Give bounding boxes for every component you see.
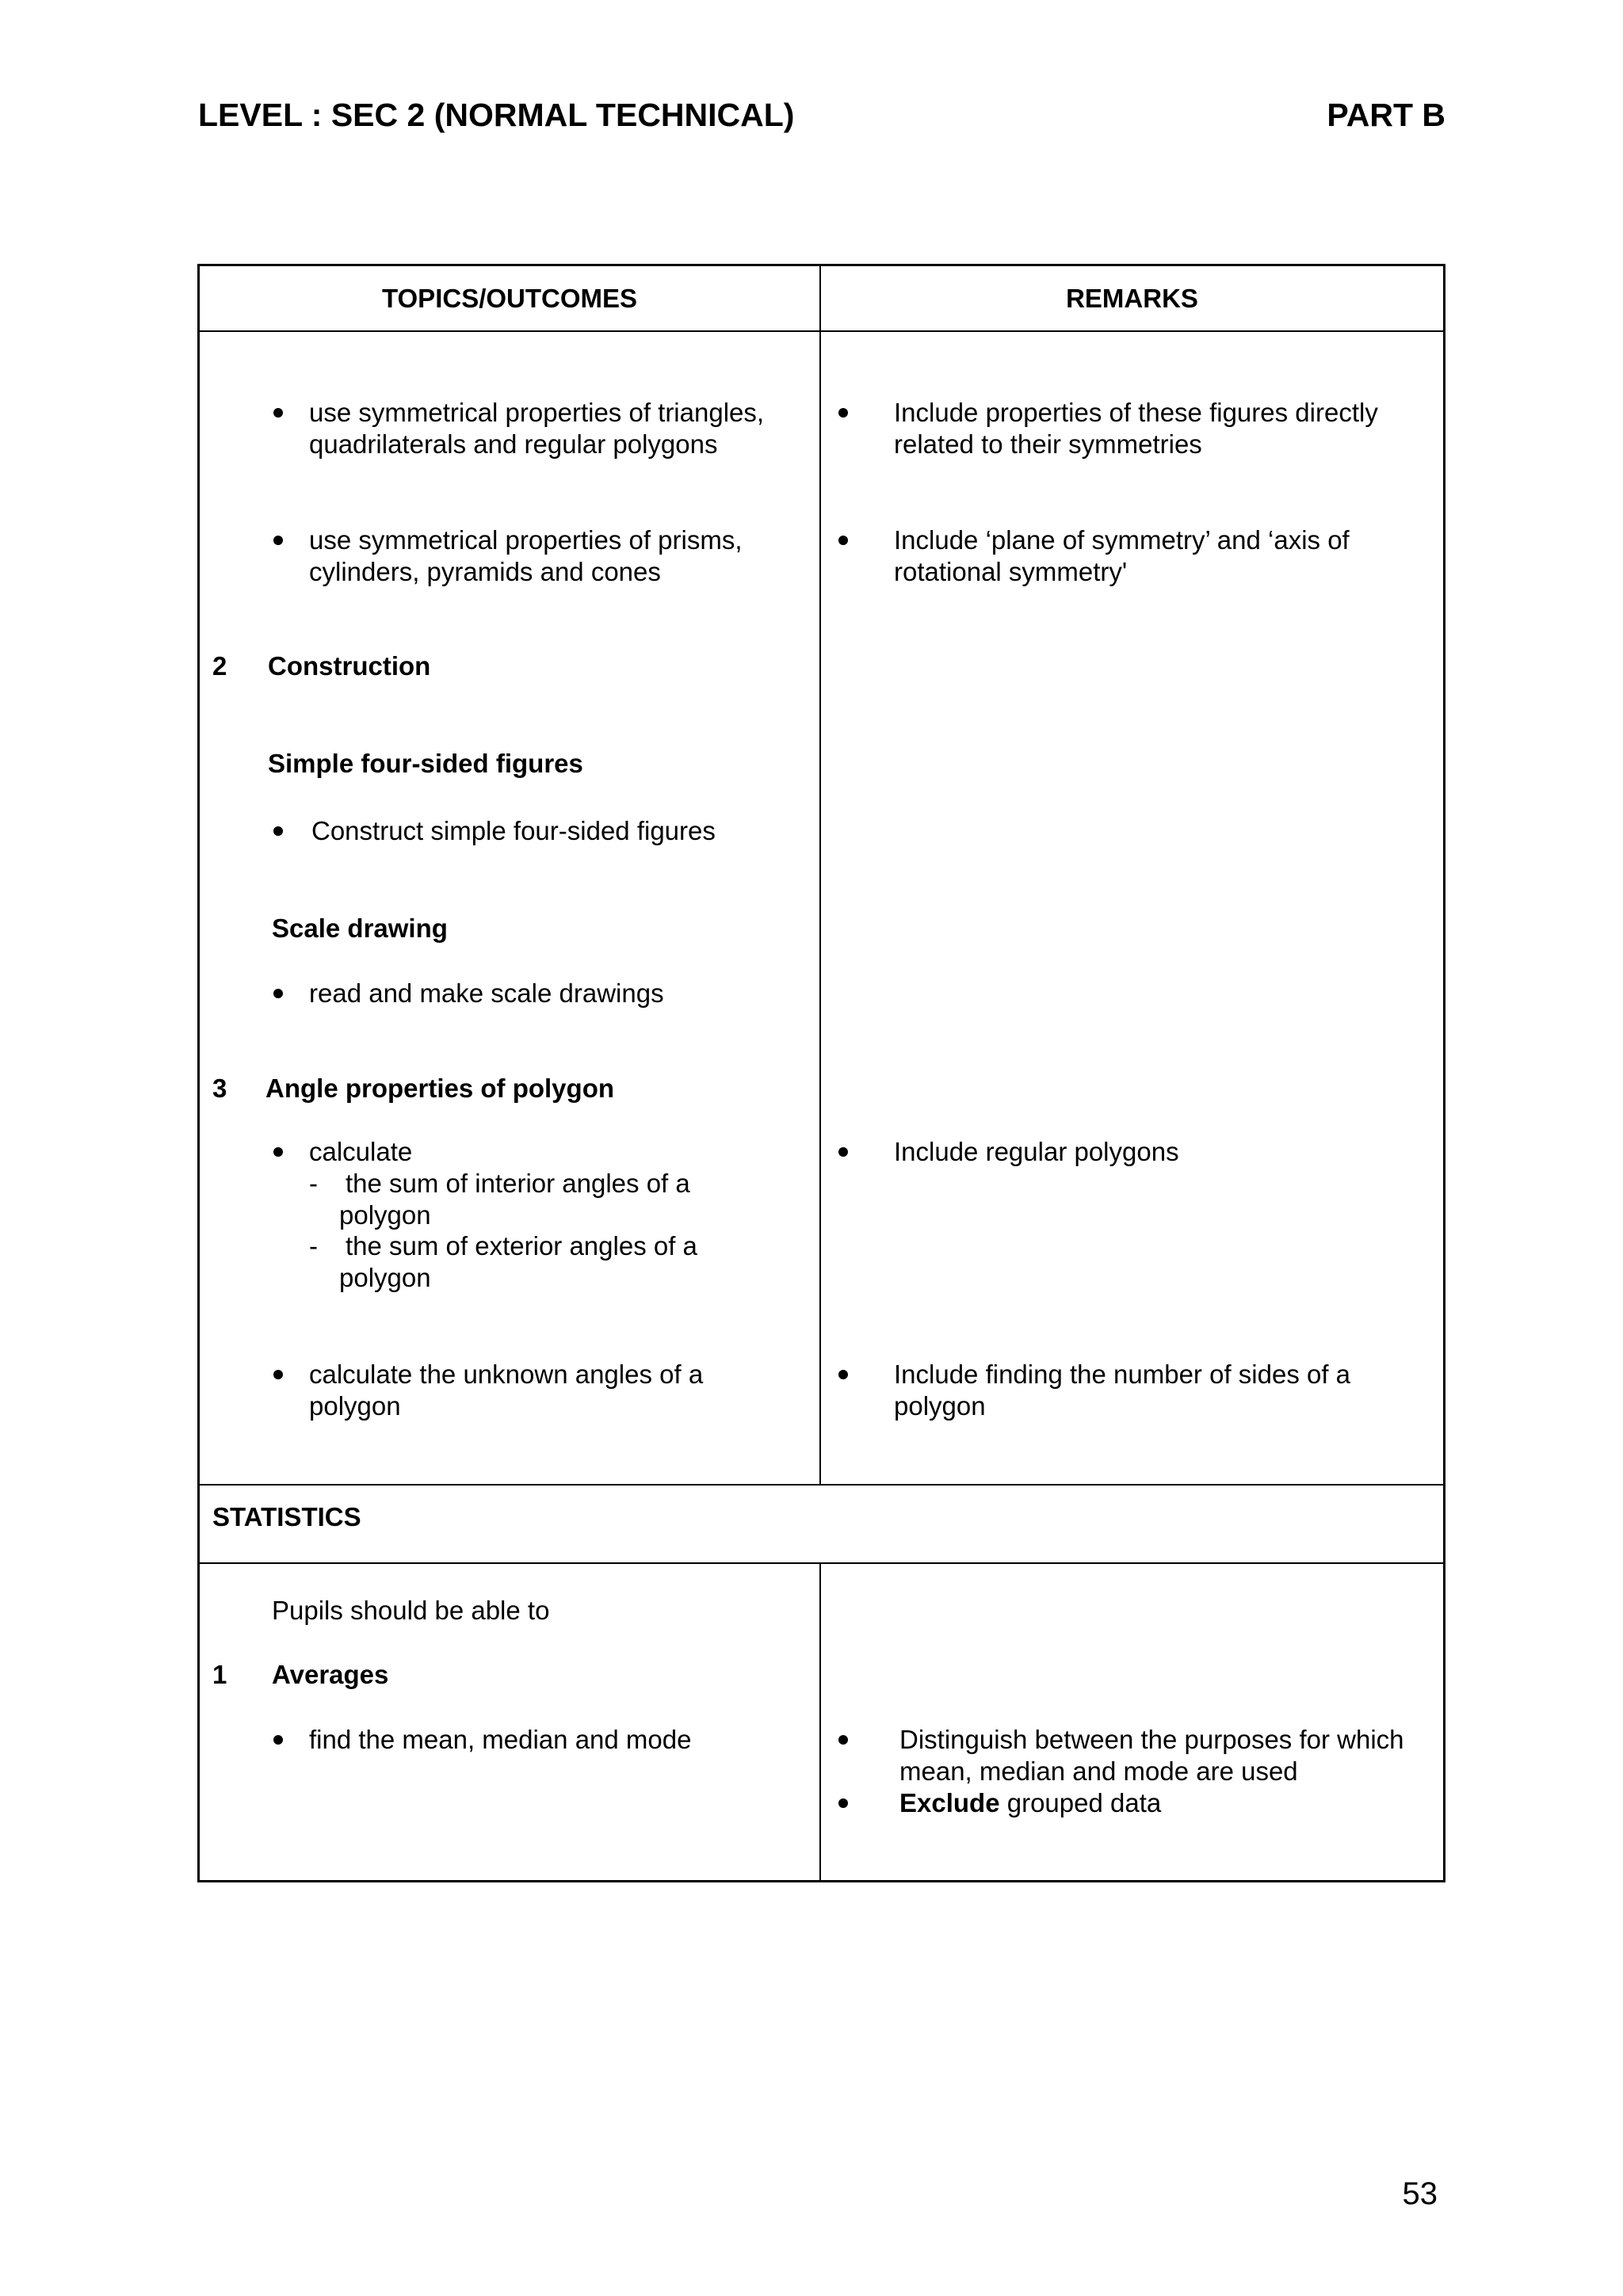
bullet-icon — [273, 989, 283, 998]
outcome-four-sided: Construct simple four-sided figures — [311, 816, 716, 845]
bullet-icon — [273, 1147, 283, 1157]
outcome-symmetry-prisms-line2: cylinders, pyramids and cones — [309, 557, 661, 586]
exclude-rest: grouped data — [999, 1788, 1162, 1817]
statistics-divider-top — [197, 1484, 1445, 1486]
bullet-icon — [838, 1147, 848, 1157]
calc-interior-line2: polygon — [339, 1200, 431, 1230]
calc-interior-line1: the sum of interior angles of a — [346, 1169, 690, 1198]
outcome-scale-drawing: read and make scale drawings — [309, 978, 664, 1008]
outcome-unknown-angles-line2: polygon — [309, 1391, 401, 1421]
dash-marker: - — [309, 1169, 318, 1198]
statistics-divider-bottom — [197, 1562, 1445, 1564]
section-number: 2 — [212, 651, 227, 681]
remark-symmetry-triangles-line2: related to their symmetries — [894, 429, 1202, 459]
topic-angle-properties-title: Angle properties of polygon — [265, 1074, 615, 1103]
column-divider-lower — [819, 1562, 821, 1881]
remark-regular-polygons: Include regular polygons — [894, 1137, 1179, 1166]
column-divider-upper — [819, 264, 821, 1485]
remark-purposes-line1: Distinguish between the purposes for which — [899, 1725, 1404, 1754]
subtopic-scale-drawing-title: Scale drawing — [272, 913, 448, 943]
dash-marker: - — [309, 1231, 318, 1261]
exclude-emphasis: Exclude — [899, 1788, 1000, 1817]
bullet-icon — [838, 1735, 848, 1745]
statistics-section-title: STATISTICS — [212, 1502, 361, 1531]
topic-construction-title: Construction — [268, 651, 431, 681]
bullet-icon — [838, 1370, 848, 1379]
statistics-intro: Pupils should be able to — [272, 1596, 550, 1625]
bullet-icon — [273, 1370, 283, 1379]
bullet-icon — [273, 1735, 283, 1745]
bullet-icon — [838, 1798, 848, 1808]
bullet-icon — [838, 536, 848, 545]
remark-number-of-sides-line1: Include finding the number of sides of a — [894, 1360, 1351, 1389]
table-border-left — [197, 264, 200, 1882]
table-border-top — [197, 264, 1445, 266]
remark-symmetry-prisms-line1: Include ‘plane of symmetry’ and ‘axis of — [894, 525, 1350, 555]
page-number: 53 — [1402, 2176, 1438, 2211]
remarks-column-header: REMARKS — [1066, 284, 1198, 313]
table-border-right — [1443, 264, 1445, 1882]
topics-column-header: TOPICS/OUTCOMES — [381, 284, 638, 313]
bullet-icon — [273, 408, 283, 418]
level-heading: LEVEL : SEC 2 (NORMAL TECHNICAL) — [198, 97, 795, 133]
calc-exterior-line2: polygon — [339, 1263, 431, 1292]
table-border-bottom — [197, 1880, 1445, 1882]
table-header-divider — [197, 330, 1445, 332]
remark-number-of-sides-line2: polygon — [894, 1391, 986, 1421]
subtopic-four-sided-title: Simple four-sided figures — [268, 749, 583, 778]
section-number: 3 — [212, 1074, 227, 1103]
calc-exterior-line1: the sum of exterior angles of a — [346, 1231, 697, 1261]
bullet-icon — [838, 408, 848, 418]
outcome-calculate: calculate — [309, 1137, 413, 1166]
topic-averages-title: Averages — [272, 1660, 389, 1689]
bullet-icon — [273, 826, 283, 836]
section-number: 1 — [212, 1660, 227, 1689]
outcome-symmetry-prisms-line1: use symmetrical properties of prisms, — [309, 525, 743, 555]
remark-symmetry-triangles-line1: Include properties of these figures directly — [894, 398, 1378, 427]
remark-exclude-grouped — [899, 1787, 1161, 1819]
part-heading: PART B — [1327, 97, 1445, 133]
remark-purposes-line2: mean, median and mode are used — [899, 1756, 1298, 1786]
outcome-symmetry-triangles-line1: use symmetrical properties of triangles, — [309, 398, 765, 427]
outcome-mean-median-mode: find the mean, median and mode — [309, 1725, 692, 1754]
bullet-icon — [273, 536, 283, 545]
outcome-unknown-angles-line1: calculate the unknown angles of a — [309, 1360, 704, 1389]
outcome-symmetry-triangles-line2: quadrilaterals and regular polygons — [309, 429, 718, 459]
remark-symmetry-prisms-line2: rotational symmetry' — [894, 557, 1128, 586]
